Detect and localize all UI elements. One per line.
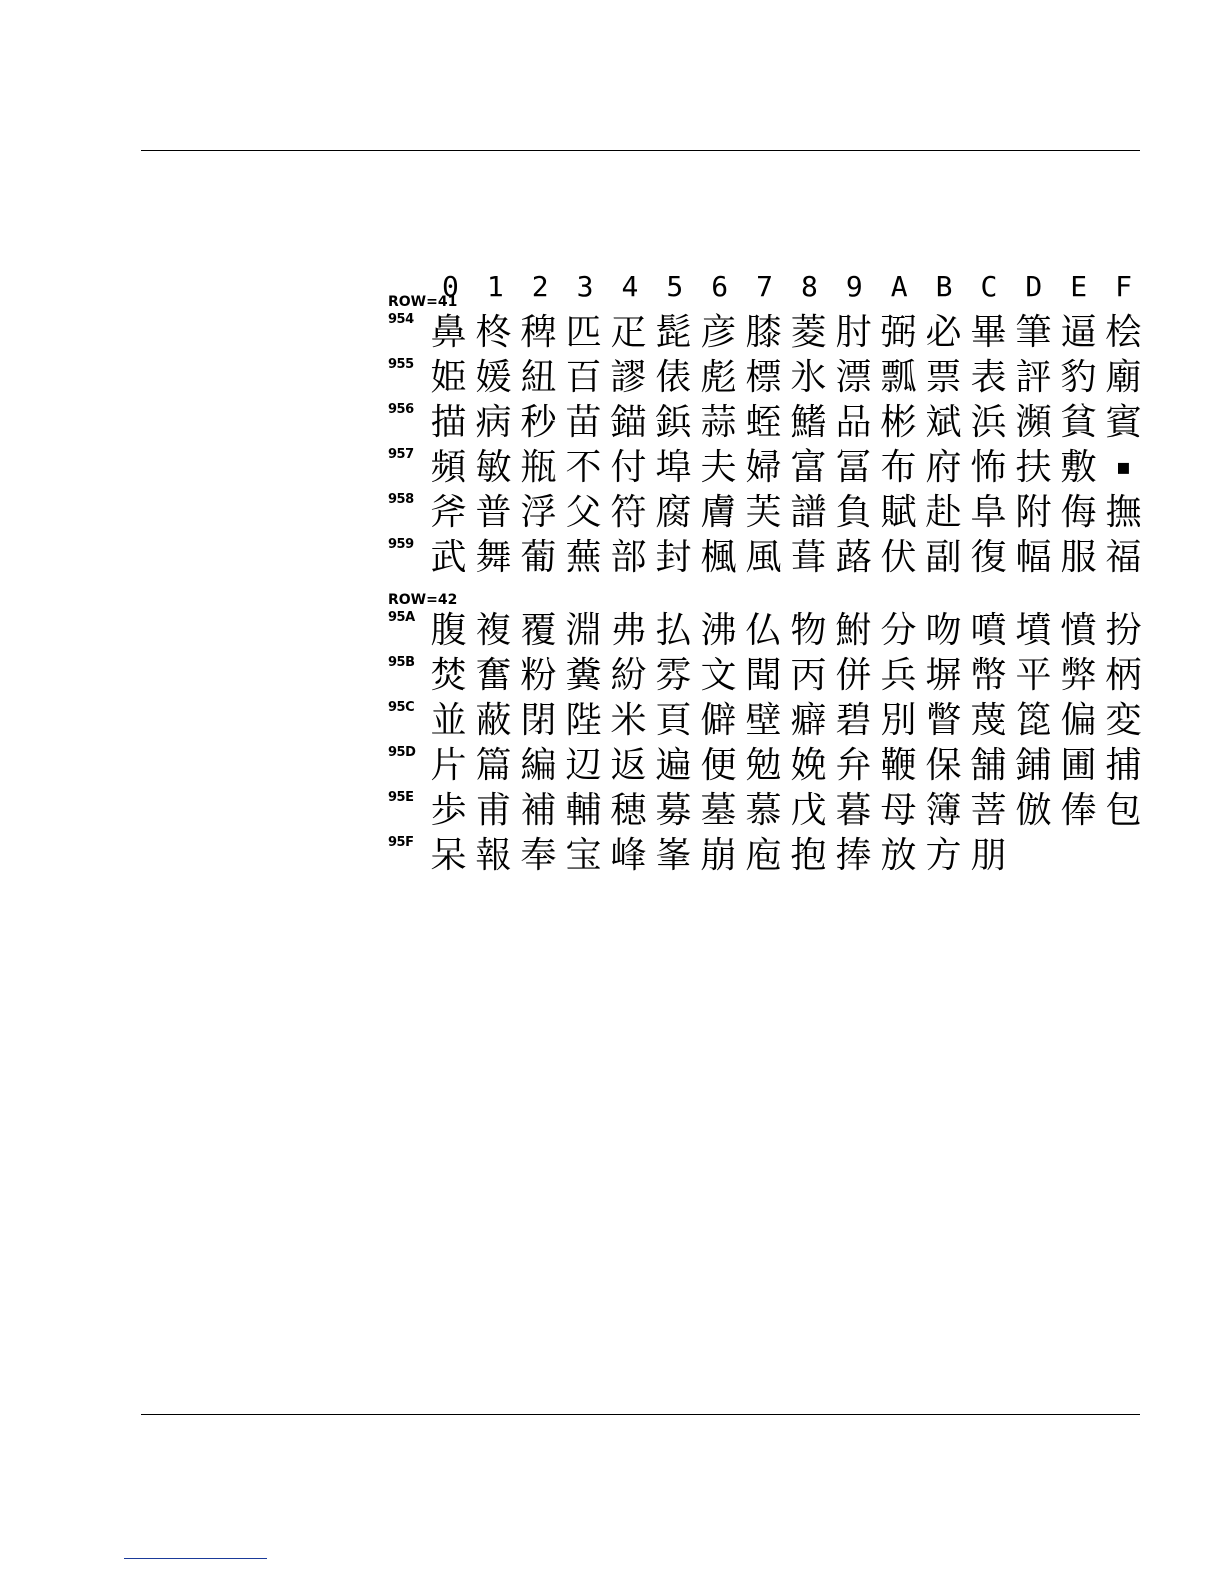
character-cell: 柊 (475, 312, 512, 353)
character-cell: 偏 (1060, 700, 1097, 741)
character-cell: 淵 (565, 610, 602, 651)
character-cell: 呆 (430, 835, 467, 876)
character-cell: 廟 (1105, 357, 1142, 398)
character-cell: 慕 (745, 790, 782, 831)
column-header-label: 0 (442, 270, 459, 303)
character-cell: 鰭 (790, 402, 827, 443)
table-row (386, 445, 1146, 490)
character-cell: 柄 (1105, 655, 1142, 696)
character-cell: 圃 (1060, 745, 1097, 786)
character-cell: 鞭 (880, 745, 917, 786)
row-code: 95F (388, 835, 414, 850)
column-header-label: A (890, 270, 908, 303)
character-cell: 秒 (520, 402, 557, 443)
character-cell: 伏 (880, 537, 917, 578)
character-cell: 奮 (475, 655, 512, 696)
character-cell: 紐 (520, 357, 557, 398)
character-cell: 怖 (970, 447, 1007, 488)
character-cell: 埠 (655, 447, 692, 488)
row-cells (426, 653, 1146, 698)
character-cell: 粉 (520, 655, 557, 696)
character-cell: 捕 (1105, 745, 1142, 786)
character-cell: 斌 (925, 402, 962, 443)
character-cell: 分 (880, 610, 917, 651)
character-cell: 疋 (610, 312, 647, 353)
character-cell: 蕪 (565, 537, 602, 578)
character-cell: 膝 (745, 312, 782, 353)
character-cell: 冨 (835, 447, 872, 488)
character-cell: 癖 (790, 700, 827, 741)
character-cell: 幅 (1015, 537, 1052, 578)
character-cell: 放 (880, 835, 917, 876)
character-cell: 匹 (565, 312, 602, 353)
character-cell (1056, 833, 1101, 878)
table-row (386, 653, 1146, 698)
character-cell: 標 (745, 357, 782, 398)
character-cell: 蒜 (700, 402, 737, 443)
character-cell: 氷 (790, 357, 827, 398)
character-cell: 瓢 (880, 357, 917, 398)
row-cells (426, 400, 1146, 445)
column-header-label: E (1070, 270, 1088, 303)
character-cell: 暮 (835, 790, 872, 831)
column-header-label: F (1115, 270, 1132, 303)
character-cell: 評 (1015, 357, 1052, 398)
character-cell: 漂 (835, 357, 872, 398)
character-cell: 撫 (1105, 492, 1142, 533)
character-cell: 舞 (475, 537, 512, 578)
character-cell: 噴 (970, 610, 1007, 651)
character-cell: 逼 (1060, 312, 1097, 353)
row-code: 95E (388, 790, 414, 805)
block-label: ROW=42 (388, 592, 458, 608)
character-cell: 夫 (700, 447, 737, 488)
column-header-label: D (1025, 270, 1043, 303)
character-cell: 附 (1015, 492, 1052, 533)
character-cell: 腹 (430, 610, 467, 651)
character-cell: 文 (700, 655, 737, 696)
table-row (386, 310, 1146, 355)
character-cell: 物 (790, 610, 827, 651)
row-cells (426, 833, 1146, 878)
character-cell: 彬 (880, 402, 917, 443)
character-cell: 武 (430, 537, 467, 578)
column-header (428, 262, 1146, 302)
character-cell (1011, 833, 1056, 878)
footnote-rule (124, 1558, 267, 1559)
character-cell: 鮒 (835, 610, 872, 651)
character-cell: 畢 (970, 312, 1007, 353)
character-cell: 賓 (1105, 402, 1142, 443)
character-cell: 米 (610, 700, 647, 741)
character-cell: 編 (520, 745, 557, 786)
character-cell: 部 (610, 537, 647, 578)
character-cell: 甫 (475, 790, 512, 831)
character-cell: 平 (1015, 655, 1052, 696)
character-cell: 蔑 (970, 700, 1007, 741)
row-cells (426, 535, 1146, 580)
character-cell: 兵 (880, 655, 917, 696)
character-cell: 侮 (1060, 492, 1097, 533)
character-cell: 瀕 (1015, 402, 1052, 443)
character-cell: 便 (700, 745, 737, 786)
table-row (386, 400, 1146, 445)
character-cell: 峰 (610, 835, 647, 876)
character-cell: 壁 (745, 700, 782, 741)
character-cell: 服 (1060, 537, 1097, 578)
character-cell: 彦 (700, 312, 737, 353)
character-cell: 弁 (835, 745, 872, 786)
character-cell: 補 (520, 790, 557, 831)
column-header-label: 8 (801, 270, 818, 303)
character-cell: 父 (565, 492, 602, 533)
character-cell: 募 (655, 790, 692, 831)
character-cell: 閉 (520, 700, 557, 741)
character-cell: 蛭 (745, 402, 782, 443)
character-cell: 変 (1105, 700, 1142, 741)
table-row (386, 535, 1146, 580)
character-cell: 頁 (655, 700, 692, 741)
character-cell: 姫 (430, 357, 467, 398)
character-cell: 歩 (430, 790, 467, 831)
character-cell: 百 (565, 357, 602, 398)
character-cell: 阜 (970, 492, 1007, 533)
character-cell: 瓶 (520, 447, 557, 488)
character-cell: 抱 (790, 835, 827, 876)
character-cell: 布 (880, 447, 917, 488)
table-row (386, 788, 1146, 833)
character-cell: 聞 (745, 655, 782, 696)
character-cell (1101, 833, 1146, 878)
character-cell: 必 (925, 312, 962, 353)
column-header-label: B (935, 270, 953, 303)
character-cell: 付 (610, 447, 647, 488)
character-cell: 返 (610, 745, 647, 786)
character-cell: 片 (430, 745, 467, 786)
character-cell: 崩 (700, 835, 737, 876)
character-cell: 娩 (790, 745, 827, 786)
character-cell: 並 (430, 700, 467, 741)
character-cell: 譜 (790, 492, 827, 533)
character-cell: 宝 (565, 835, 602, 876)
table-row (386, 490, 1146, 535)
character-cell: 福 (1105, 537, 1142, 578)
row-code: 955 (388, 357, 414, 372)
character-cell: 蕗 (835, 537, 872, 578)
table-row (386, 698, 1146, 743)
row-code: 956 (388, 402, 414, 417)
character-cell: 碧 (835, 700, 872, 741)
character-cell: ▪ (1116, 455, 1131, 480)
row-cells (426, 490, 1146, 535)
character-cell: 奉 (520, 835, 557, 876)
footer-rule (141, 1414, 1140, 1415)
column-header-label: 9 (845, 270, 863, 303)
character-cell: 不 (565, 447, 602, 488)
character-cell: 扮 (1105, 610, 1142, 651)
character-cell: 描 (430, 402, 467, 443)
character-cell: 富 (790, 447, 827, 488)
table-row (386, 833, 1146, 878)
row-cells (426, 608, 1146, 653)
character-cell: 芙 (745, 492, 782, 533)
character-cell: 仏 (745, 610, 782, 651)
row-code: 957 (388, 447, 414, 462)
character-cell: 蔽 (475, 700, 512, 741)
column-header-label: C (980, 270, 998, 303)
row-cells (426, 743, 1146, 788)
character-cell: 府 (925, 447, 962, 488)
character-cell: 符 (610, 492, 647, 533)
character-cell: 雰 (655, 655, 692, 696)
character-cell: 復 (970, 537, 1007, 578)
character-cell: 覆 (520, 610, 557, 651)
character-cell: 筆 (1015, 312, 1052, 353)
character-cell: 戊 (790, 790, 827, 831)
character-cell: 賦 (880, 492, 917, 533)
character-cell: 俵 (655, 357, 692, 398)
row-code: 959 (388, 537, 414, 552)
column-header-label: 1 (486, 270, 504, 303)
column-header-label: 4 (621, 270, 639, 303)
character-cell: 弊 (1060, 655, 1097, 696)
character-cell: 捧 (835, 835, 872, 876)
character-cell: 菱 (790, 312, 827, 353)
row-code: 95A (388, 610, 415, 625)
character-cell: 方 (925, 835, 962, 876)
character-cell: 膚 (700, 492, 737, 533)
character-cell: 腐 (655, 492, 692, 533)
character-cell: 陛 (565, 700, 602, 741)
character-cell: 媛 (475, 357, 512, 398)
character-cell: 払 (655, 610, 692, 651)
character-cell: 朋 (970, 835, 1007, 876)
character-cell: 稗 (520, 312, 557, 353)
character-cell: 鋪 (1015, 745, 1052, 786)
character-cell: 複 (475, 610, 512, 651)
character-cell: 赴 (925, 492, 962, 533)
row-cells (426, 788, 1146, 833)
row-cells (426, 445, 1146, 490)
character-cell: 別 (880, 700, 917, 741)
character-cell: 貧 (1060, 402, 1097, 443)
character-cell: 舗 (970, 745, 1007, 786)
character-cell: 紛 (610, 655, 647, 696)
character-cell: 弗 (610, 610, 647, 651)
row-code: 954 (388, 312, 414, 327)
character-cell: 報 (475, 835, 512, 876)
character-cell: 箆 (1015, 700, 1052, 741)
character-cell: 庖 (745, 835, 782, 876)
character-cell: 勉 (745, 745, 782, 786)
character-cell: 倣 (1015, 790, 1052, 831)
character-cell: 保 (925, 745, 962, 786)
character-cell: 敏 (475, 447, 512, 488)
row-code: 95C (388, 700, 415, 715)
character-cell: 鋲 (655, 402, 692, 443)
row-cells (426, 698, 1146, 743)
character-cell: 簿 (925, 790, 962, 831)
character-cell: 封 (655, 537, 692, 578)
table-row (386, 355, 1146, 400)
character-cell: 斧 (430, 492, 467, 533)
row-cells (426, 355, 1146, 400)
character-cell: 遍 (655, 745, 692, 786)
character-cell: 楓 (700, 537, 737, 578)
character-cell: 葺 (790, 537, 827, 578)
column-header-label: 3 (576, 270, 594, 303)
column-header-label: 5 (666, 270, 684, 303)
column-header-label: 2 (531, 270, 549, 303)
character-cell: 桧 (1105, 312, 1142, 353)
character-cell: 瞥 (925, 700, 962, 741)
character-cell: 副 (925, 537, 962, 578)
character-cell: 併 (835, 655, 872, 696)
character-cell: 峯 (655, 835, 692, 876)
column-header-label: 6 (711, 270, 729, 303)
row-blocks (386, 294, 1146, 878)
row-code: 958 (388, 492, 414, 507)
character-cell: 彪 (700, 357, 737, 398)
character-cell: 豹 (1060, 357, 1097, 398)
character-cell: 菩 (970, 790, 1007, 831)
table-row (386, 743, 1146, 788)
character-cell: 焚 (430, 655, 467, 696)
row-cells (426, 310, 1146, 355)
character-cell: 篇 (475, 745, 512, 786)
character-cell: 糞 (565, 655, 602, 696)
character-cell: 頻 (430, 447, 467, 488)
row-code: 95D (388, 745, 416, 760)
character-cell: 丙 (790, 655, 827, 696)
table-row (386, 608, 1146, 653)
character-cell: 病 (475, 402, 512, 443)
character-cell: 婦 (745, 447, 782, 488)
character-cell: 票 (925, 357, 962, 398)
character-cell: 辺 (565, 745, 602, 786)
character-cell: 鼻 (430, 312, 467, 353)
character-cell: 普 (475, 492, 512, 533)
character-cell: 墳 (1015, 610, 1052, 651)
character-cell: 俸 (1060, 790, 1097, 831)
character-cell: 苗 (565, 402, 602, 443)
column-header-label: 7 (756, 270, 773, 303)
character-cell: 浜 (970, 402, 1007, 443)
character-cell: 浮 (520, 492, 557, 533)
character-cell: 幣 (970, 655, 1007, 696)
character-cell: 扶 (1015, 447, 1052, 488)
character-cell: 負 (835, 492, 872, 533)
block-label: ROW=41 (388, 294, 458, 310)
character-cell: 穂 (610, 790, 647, 831)
header-rule (141, 150, 1140, 151)
character-cell: 髭 (655, 312, 692, 353)
character-cell: 輔 (565, 790, 602, 831)
character-cell: 風 (745, 537, 782, 578)
character-cell: 吻 (925, 610, 962, 651)
character-cell: 謬 (610, 357, 647, 398)
character-set-table (386, 262, 1146, 878)
character-cell: 沸 (700, 610, 737, 651)
character-cell: 表 (970, 357, 1007, 398)
row-code: 95B (388, 655, 415, 670)
character-cell: 包 (1105, 790, 1142, 831)
character-cell: 敷 (1060, 447, 1097, 488)
character-cell: 品 (835, 402, 872, 443)
character-cell: 墓 (700, 790, 737, 831)
character-cell: 錨 (610, 402, 647, 443)
character-cell: 弼 (880, 312, 917, 353)
character-cell: 塀 (925, 655, 962, 696)
character-cell: 母 (880, 790, 917, 831)
character-cell: 肘 (835, 312, 872, 353)
character-cell: 僻 (700, 700, 737, 741)
character-cell: 憤 (1060, 610, 1097, 651)
character-cell: 葡 (520, 537, 557, 578)
